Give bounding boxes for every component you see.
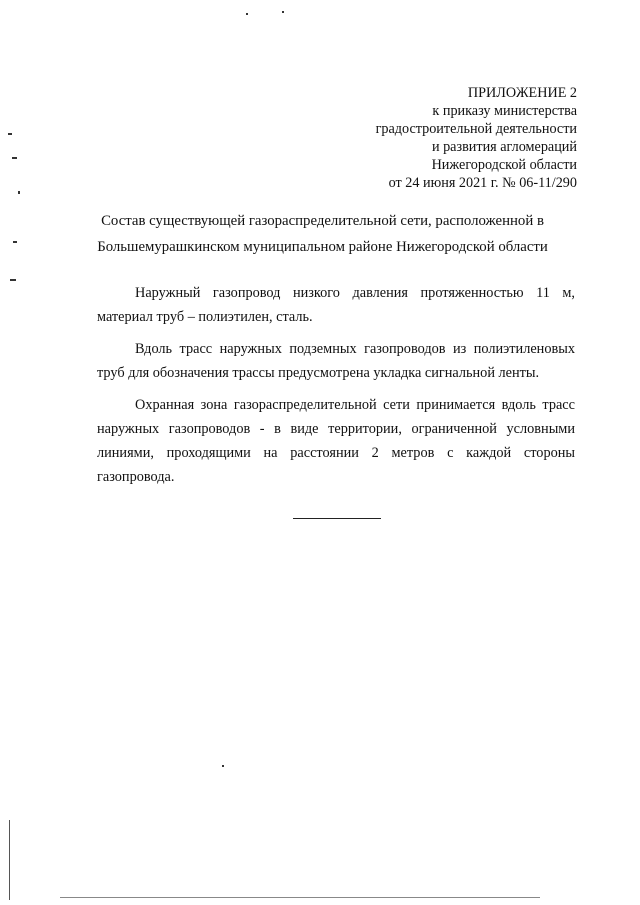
header-line: от 24 июня 2021 г. № 06-11/290 bbox=[388, 175, 577, 191]
scan-speck bbox=[12, 157, 17, 159]
header-line: ПРИЛОЖЕНИЕ 2 bbox=[467, 85, 577, 101]
document-title bbox=[95, 208, 550, 260]
header-line: и развития агломераций bbox=[431, 139, 577, 155]
scan-speck bbox=[222, 765, 224, 767]
scan-speck bbox=[246, 13, 248, 15]
body-paragraph: Наружный газопровод низкого давления протяженностью 11 м, материал труб – полиэтилен, сталь. bbox=[97, 285, 575, 325]
title-line: Состав существующей газораспределительной сети, расположенной в bbox=[101, 213, 544, 229]
scan-speck bbox=[18, 191, 20, 194]
scan-speck bbox=[8, 133, 12, 135]
scan-edge-line bbox=[9, 820, 10, 900]
closing-rule bbox=[293, 518, 381, 519]
document-body bbox=[97, 281, 575, 497]
appendix-header bbox=[376, 84, 577, 192]
header-line: градостроительной деятельности bbox=[375, 121, 577, 137]
body-paragraph: Охранная зона газораспределительной сети принимается вдоль трасс наружных газопроводов - в виде территории, ограниченной условными линиями, проходящими на расстоянии 2 метров с каждой стороны газопровода. bbox=[97, 397, 575, 485]
scan-speck bbox=[282, 11, 284, 13]
header-line: Нижегородской области bbox=[431, 157, 577, 173]
scan-speck bbox=[10, 279, 16, 281]
scan-edge-line bbox=[60, 897, 540, 898]
body-paragraph: Вдоль трасс наружных подземных газопроводов из полиэтиленовых труб для обозначения трассы предусмотрена укладка сигнальной ленты. bbox=[97, 341, 575, 381]
header-line: к приказу министерства bbox=[432, 103, 577, 119]
title-line: Большемурашкинском муниципальном районе Нижегородской области bbox=[97, 239, 548, 255]
scan-speck bbox=[13, 241, 17, 243]
